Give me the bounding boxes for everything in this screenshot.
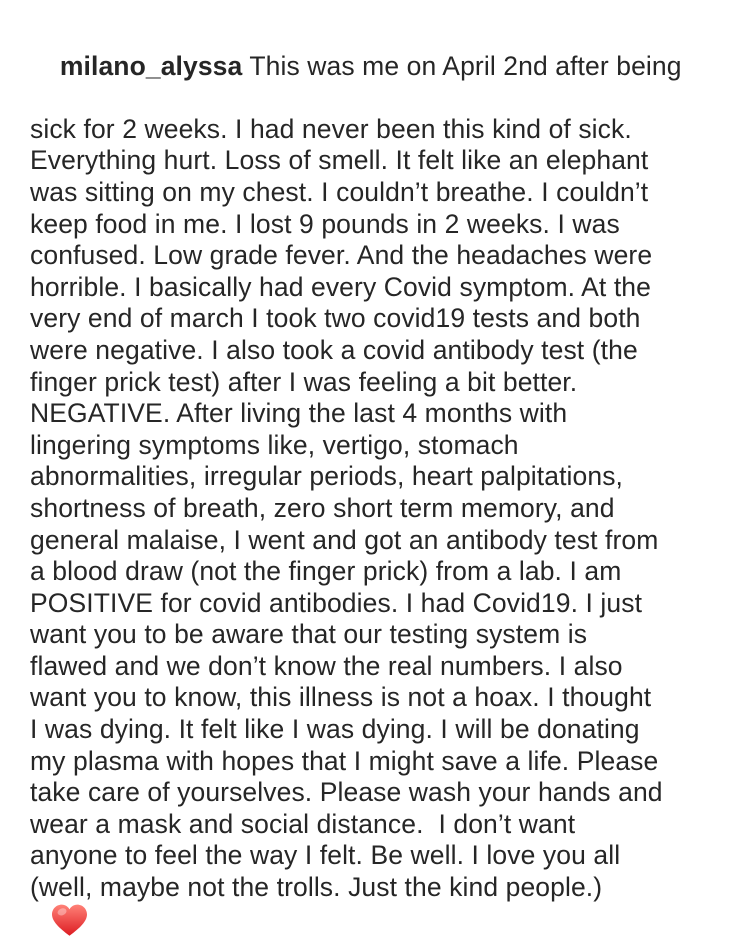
caption-line: confused. Low grade fever. And the headaches were: [30, 240, 653, 271]
caption-line: wear a mask and social distance. I don’t want: [30, 808, 576, 839]
caption-body: [30, 114, 730, 938]
caption-line: [30, 19, 730, 114]
red-heart-icon: [52, 904, 87, 937]
caption-line: finger prick test) after I was feeling a bit better.: [30, 366, 578, 397]
caption-line: I was dying. It felt like I was dying. I will be donating: [30, 714, 640, 745]
caption-line: want you to know, this illness is not a hoax. I thought: [30, 682, 652, 713]
caption-line: sick for 2 weeks. I had never been this kind of sick.: [30, 113, 632, 144]
caption-line: anyone to feel the way I felt. Be well. I love you all: [30, 840, 621, 871]
caption-line: Everything hurt. Loss of smell. It felt like an elephant: [30, 145, 649, 176]
caption-line: general malaise, I went and got an antibody test from: [30, 524, 659, 555]
caption-line: keep food in me. I lost 9 pounds in 2 weeks. I was: [30, 208, 620, 239]
caption-text: This was me on April 2nd after being: [242, 50, 682, 81]
caption-line: POSITIVE for covid antibodies. I had Covid19. I just: [30, 587, 643, 618]
caption-line: take care of yourselves. Please wash your hands and: [30, 777, 663, 808]
caption-line: was sitting on my chest. I couldn’t breathe. I couldn’t: [30, 176, 649, 207]
caption-line: horrible. I basically had every Covid symptom. At the: [30, 271, 651, 302]
caption-line: (well, maybe not the trolls. Just the kind people.): [30, 872, 730, 938]
caption-line: a blood draw (not the finger prick) from a lab. I am: [30, 556, 622, 587]
caption-line: NEGATIVE. After living the last 4 months with: [30, 398, 568, 429]
caption-line: were negative. I also took a covid antibody test (the: [30, 334, 638, 365]
caption-line: my plasma with hopes that I might save a life. Please: [30, 745, 659, 776]
caption-line: lingering symptoms like, vertigo, stomach: [30, 429, 519, 460]
caption-line: shortness of breath, zero short term memory, and: [30, 492, 615, 523]
caption-line: flawed and we don’t know the real numbers. I also: [30, 650, 623, 681]
caption-line: want you to be aware that our testing system is: [30, 619, 588, 650]
username-link[interactable]: milano_alyssa: [59, 50, 243, 81]
caption-line: abnormalities, irregular periods, heart palpitations,: [30, 461, 624, 492]
caption-line: very end of march I took two covid19 tests and both: [30, 303, 641, 334]
